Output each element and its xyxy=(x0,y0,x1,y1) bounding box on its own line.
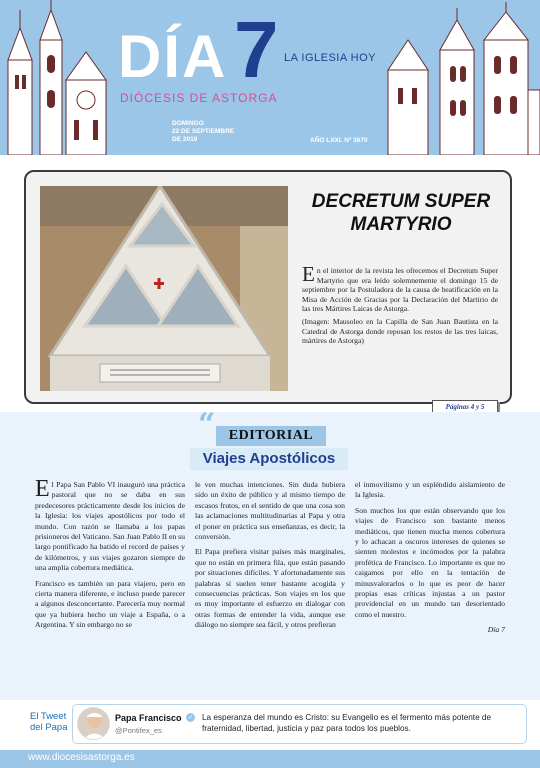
editorial-label: EDITORIAL xyxy=(216,426,326,446)
pages-reference: Páginas 4 y 5 xyxy=(432,400,498,414)
publication-date xyxy=(172,120,234,144)
verified-icon: ✓ xyxy=(187,714,194,721)
editorial-column-3 xyxy=(355,480,505,636)
masthead-title: DÍA xyxy=(118,23,228,90)
editorial-paragraph: le ven muchas intenciones. Sin duda hubiera sido un éxito de público y al mismo tiempo de escasos frutos, en el sentido de que una cosa son las aclamaciones multitudinarias al Papa y otra el poner en práctica sus enseñanzas, es decir, la conversión. xyxy=(195,480,345,542)
mausoleum-photo xyxy=(40,186,288,391)
editorial-paragraph: Francisco es también un para viajero, pero en cierta manera diferente, e incluso puede parecer a algunos desconcertante. Parecería muy normal que ya hubiera hecho un viaje a España, o a Argentina. Y sin embargo no se xyxy=(35,578,185,630)
feature-title: DECRETUM SUPER MARTYRIO xyxy=(311,191,491,235)
editorial-title: Viajes Apostólicos xyxy=(190,448,348,470)
editorial-column-1 xyxy=(35,476,185,636)
editorial-paragraph: El Papa prefiera visitar países más marginales, que no están en primera fila, que están pasando por situaciones difíciles. Y afortunadamente sus palabras sí suelen tener bastante acogida y consecuencias prácticas. Son viajes en los que es muy importante el esfuerzo en dialogar con otras formas de entender la vida, aunque ese diálogo no siempre sea fácil, y otros prefieran xyxy=(195,547,345,630)
feature-body xyxy=(302,262,498,349)
feature-paragraph-2: (Imagen: Mausoleo en la Capilla de San Juan Bautista en la Catedral de Astorga donde reposan los restos de las tres laicas, mártires de Astorga) xyxy=(302,316,498,346)
issue-number: AÑO LXXI. Nº 3670 xyxy=(310,137,368,144)
tweet-text: La esperanza del mundo es Cristo: su Evangelio es el fermento más potente de fraternidad, libertad, justicia y paz para todos los pueblos. xyxy=(202,713,492,733)
editorial-paragraph: el inmovilismo y un espléndido aislamiento de la Iglesia. xyxy=(355,480,505,500)
tweet-author-handle: @Pontifex_es xyxy=(115,726,162,735)
cathedral-right-illustration xyxy=(384,0,540,155)
mausoleum-image xyxy=(40,186,288,391)
tweet-label: El Tweet del Papa xyxy=(30,711,68,733)
cathedral-left-illustration xyxy=(0,0,112,155)
masthead-number: 7 xyxy=(234,5,279,94)
diocese-name: DIÓCESIS DE ASTORGA xyxy=(120,91,278,105)
avatar xyxy=(77,707,110,740)
year-line: DE 2019 xyxy=(172,136,198,143)
feature-box xyxy=(24,170,512,404)
tweet-author-name: Papa Francisco xyxy=(115,713,182,723)
editorial-paragraph: El Papa San Pablo VI inauguró una práctica pastoral que no se daba en sus predecesores prácticamente desde los inicios de la Iglesia: los viajes apostólicos por todo el mundo. Con razón se llamaba a los papas prisioneros del Vaticano. San Juan Pablo II en su largo pontificado ha batido el record de países y de kilómetros, y sus viajes gozaron siempre de una amplia cobertura mediática. xyxy=(35,476,185,573)
feature-paragraph-1: En el interior de la revista les ofrecemos el Decretum Super Martyrio que era leído solemnemente el domingo 15 de septiembre por la Postuladora de la causa de beatificación en la Misa de Acción de Gracias por la Declaración del Martirio de las tres Mártires Laicas de Astorga. xyxy=(302,262,498,314)
date-line: 22 DE SEPTIEMBRE xyxy=(172,128,235,135)
editorial-paragraph: Son muchos los que están observando que los viajes de Francisco son bastante menos mediáticos, que tienen mucha menos cobertura y lo achacan a oscuros intereses de quienes se sienten molestos e incómodos por la palabra profética de Francisco. Lo importante es que no caigamos por ello en la tentación de minusvalorarlos o lo que es peor de hacer propias esas críticas injustas a un pastor providencial en un mundo tan desorientado como el nuestro. xyxy=(355,505,505,619)
editorial-column-2 xyxy=(195,480,345,636)
masthead xyxy=(0,0,540,155)
editorial-dropcap: E xyxy=(35,476,50,502)
weekday: DOMINGO xyxy=(172,120,204,127)
feature-dropcap: E xyxy=(302,262,315,286)
footer-website-link[interactable]: www.diocesisastorga.es xyxy=(28,752,135,763)
editorial-signature: Día 7 xyxy=(487,625,505,635)
quote-icon: “ xyxy=(198,407,216,442)
masthead-subtitle: LA IGLESIA HOY xyxy=(284,52,376,64)
